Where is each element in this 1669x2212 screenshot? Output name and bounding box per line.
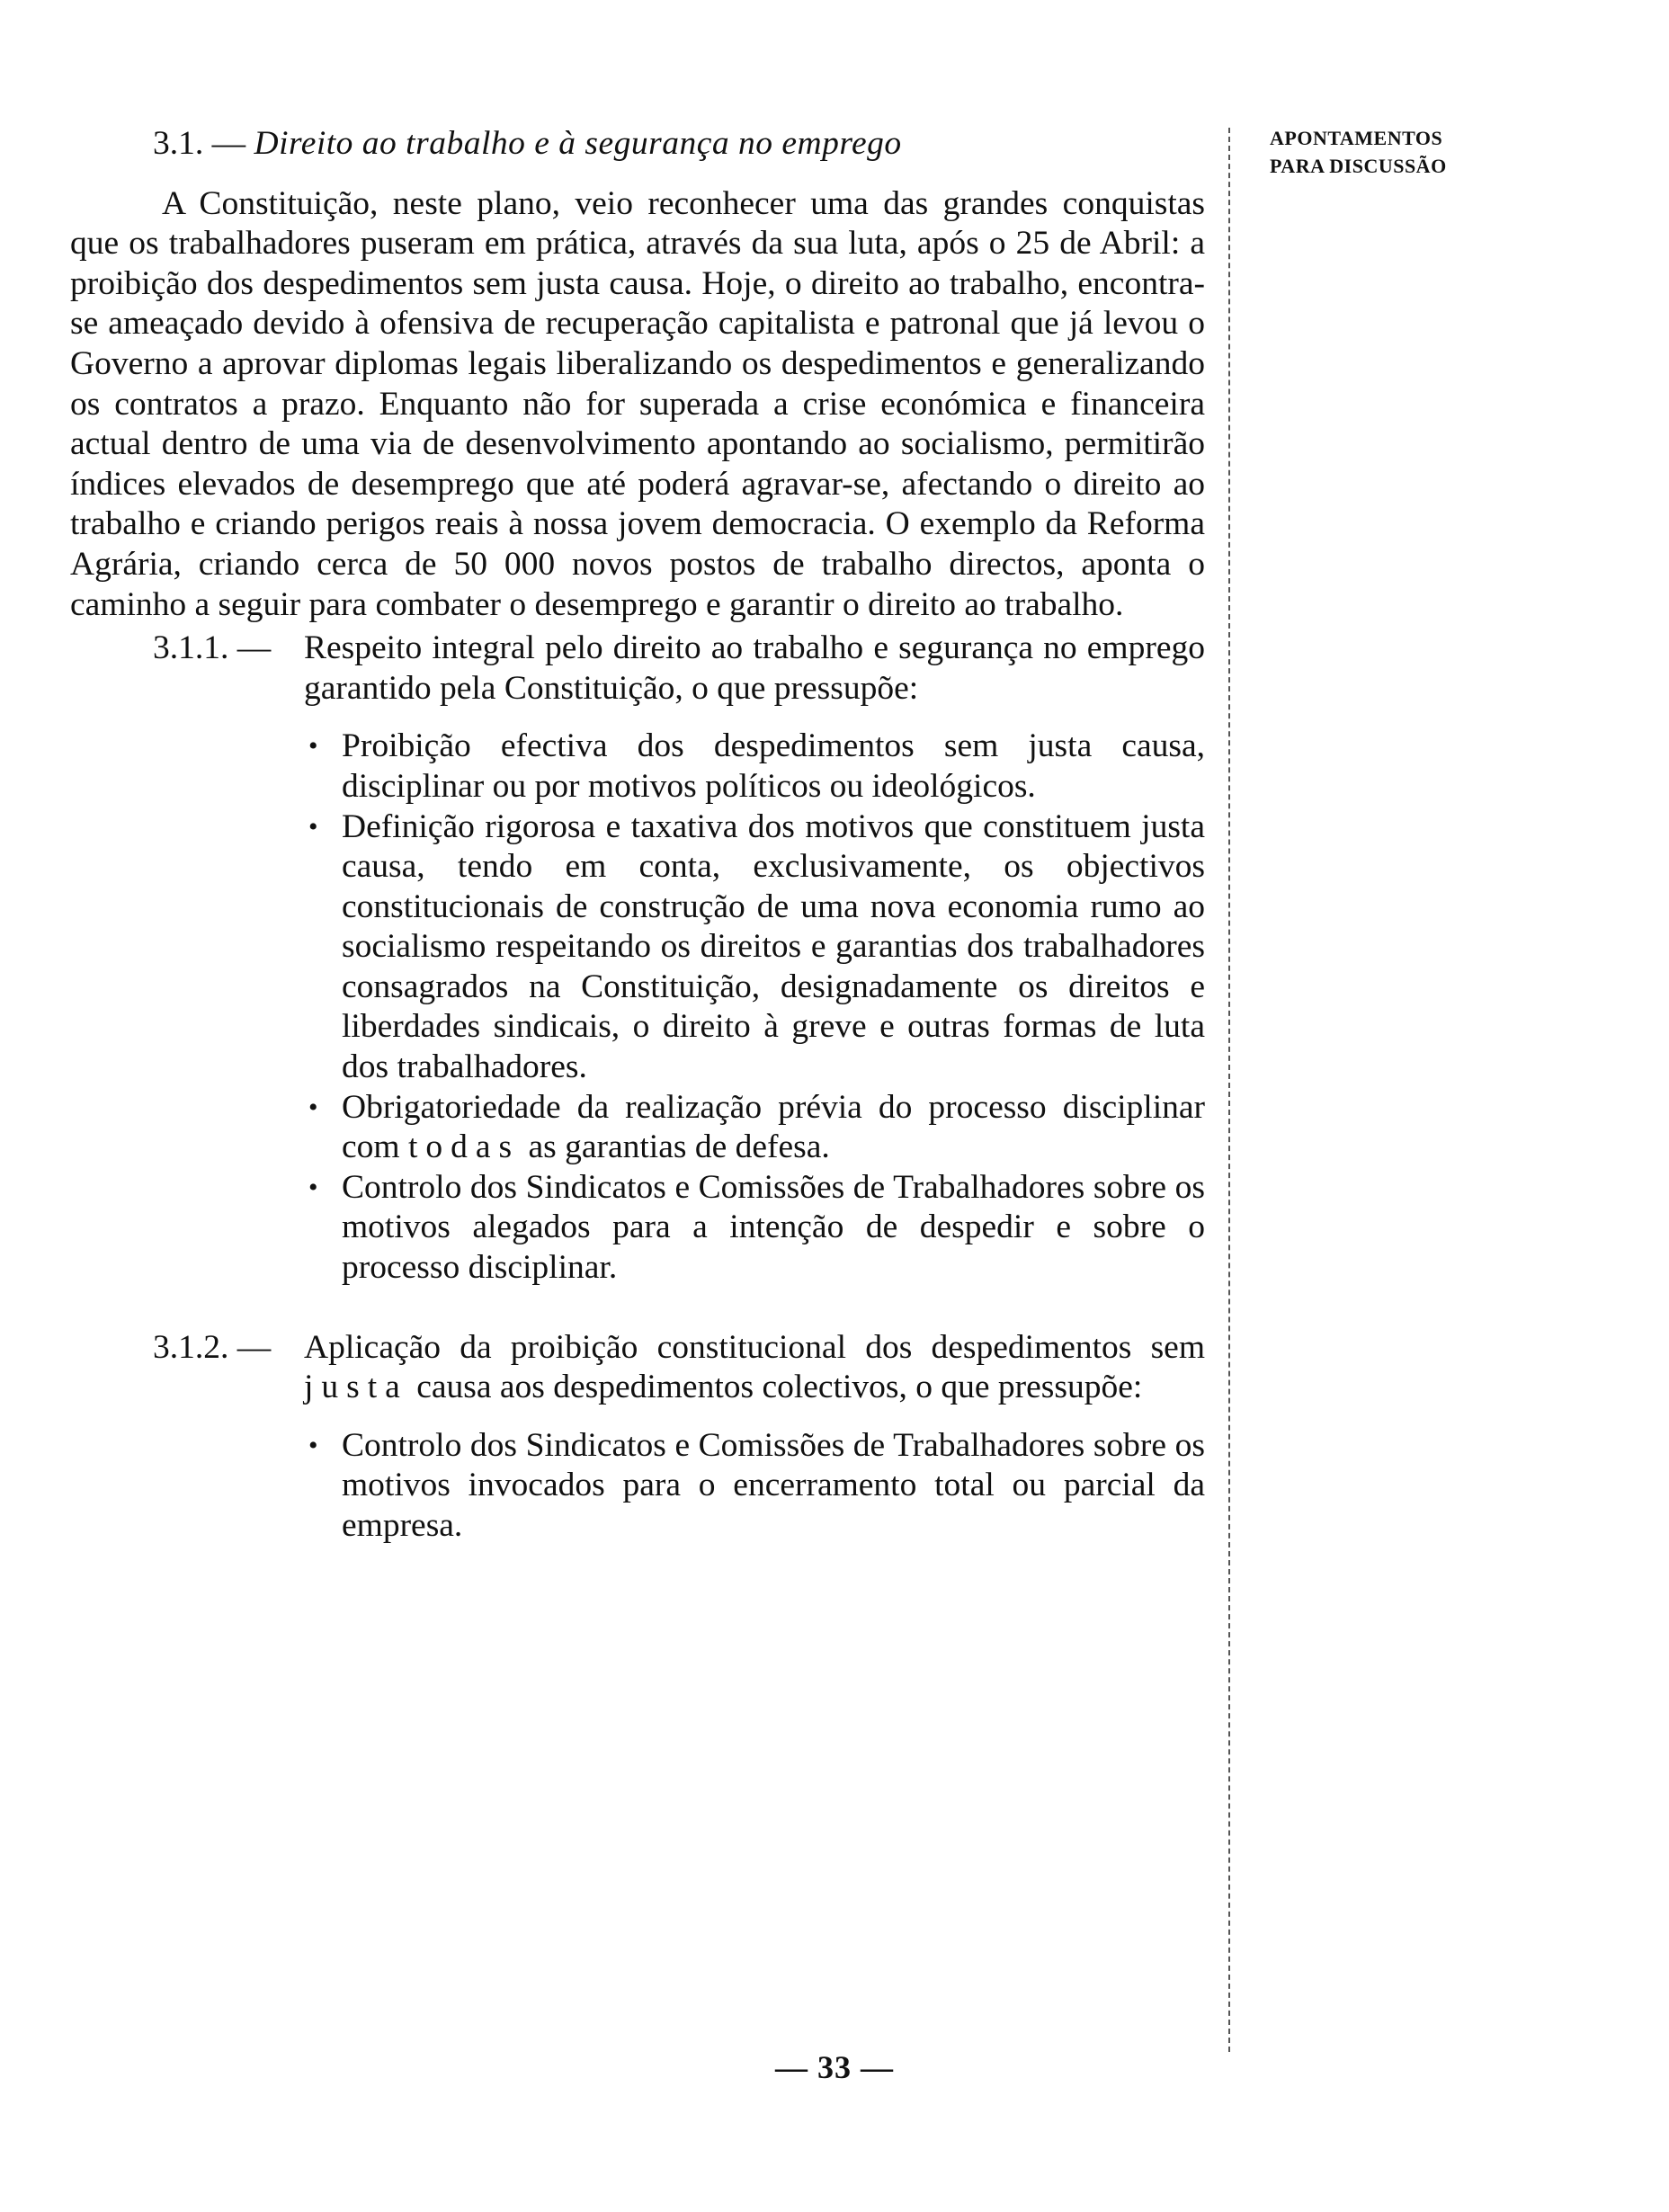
margin-note-line-2: PARA DISCUSSÃO — [1270, 155, 1447, 177]
list-item-text-after: as garantias de defesa. — [520, 1128, 830, 1166]
margin-divider-line — [1228, 128, 1230, 2052]
subsection-3-1-2 — [70, 1328, 1205, 1547]
subsection-number: 3.1.2. — — [153, 1328, 272, 1366]
list-item-text: Controlo dos Sindicatos e Comissões de Trabalhadores sobre os motivos alegados para a intenção de despedir e sobre o processo disciplinar. — [342, 1168, 1205, 1287]
margin-note — [1270, 124, 1540, 180]
subsection-text: Respeito integral pelo direito ao trabalho e segurança no emprego garantido pela Constituição, o que pressupõe: — [304, 629, 1205, 707]
subsection-text-before: Aplicação da proibição constitucional dos despedimentos sem — [304, 1328, 1205, 1366]
bullet-icon: • — [308, 731, 318, 762]
subsection-3-1-1 — [70, 629, 1205, 1289]
list-item-text-spaced: todas — [407, 1128, 521, 1166]
bullet-icon: • — [308, 1092, 318, 1122]
subsection-text — [304, 1328, 1205, 1408]
list-item — [308, 807, 1205, 1088]
page-number: — 33 — — [775, 2049, 894, 2085]
list-item — [308, 1426, 1205, 1547]
bullet-icon: • — [308, 1172, 318, 1202]
bullet-icon: • — [308, 811, 318, 842]
section-title: Direito ao trabalho e à segurança no emprego — [254, 125, 902, 162]
list-item-text: Definição rigorosa e taxativa dos motivos que constituem justa causa, tendo em conta, exclusivamente, os objectivos constitucionais de construção de uma nova economia rumo ao socialismo respeitando os direitos e garantias dos trabalhadores consagrados na Constituição, designadamente os direitos e liberdades sindicais, o direito à greve e outras formas de luta dos trabalhadores. — [342, 807, 1205, 1086]
subsection-text-after: causa aos despedimentos colectivos, o que pressupõe: — [407, 1369, 1143, 1406]
bullet-list — [70, 727, 1205, 1288]
list-item-text: Proibição efectiva dos despedimentos sem justa causa, disciplinar ou por motivos políticos ou ideológicos. — [342, 727, 1205, 805]
subsection-number: 3.1.1. — — [153, 629, 272, 667]
intro-paragraph: A Constituição, neste plano, veio reconhecer uma das grandes conquistas que os trabalhadores puseram em prática, através da sua luta, após o 25 de Abril: a proibição dos despedimentos sem justa causa. Hoje, o direito ao trabalho, encontra-se ameaçado devido à ofensiva de recuperação capitalista e patronal que já levou o Governo a aprovar diplomas legais liberalizando os despedimentos e generalizando os contratos a prazo. Enquanto não for superada a crise económica e financeira actual dentro de uma via de desenvolvimento apontando ao socialismo, permitirão índices elevados de desemprego que até poderá agravar-se, afectando o direito ao trabalho e criando perigos reais à nossa jovem democracia. O exemplo da Reforma Agrária, criando cerca de 50 000 novos postos de trabalho directos, aponta o caminho a seguir para combater o desemprego e garantir o direito ao trabalho. — [70, 184, 1205, 623]
list-item — [308, 1088, 1205, 1168]
list-item-text: Controlo dos Sindicatos e Comissões de Trabalhadores sobre os motivos invocados para o encerramento total ou parcial da empresa. — [342, 1426, 1205, 1544]
subsection-text-spaced: justa — [304, 1369, 408, 1406]
bullet-list — [70, 1426, 1205, 1547]
margin-note-line-1: APONTAMENTOS — [1270, 127, 1443, 149]
list-item-text-before: Obrigatoriedade da realização prévia do processo disciplinar com — [342, 1088, 1205, 1166]
list-item — [308, 727, 1205, 807]
section-number: 3.1. — — [153, 125, 246, 162]
list-item — [308, 1168, 1205, 1289]
section-heading — [153, 124, 1205, 165]
main-text-column — [70, 124, 1205, 1547]
bullet-icon: • — [308, 1430, 318, 1460]
